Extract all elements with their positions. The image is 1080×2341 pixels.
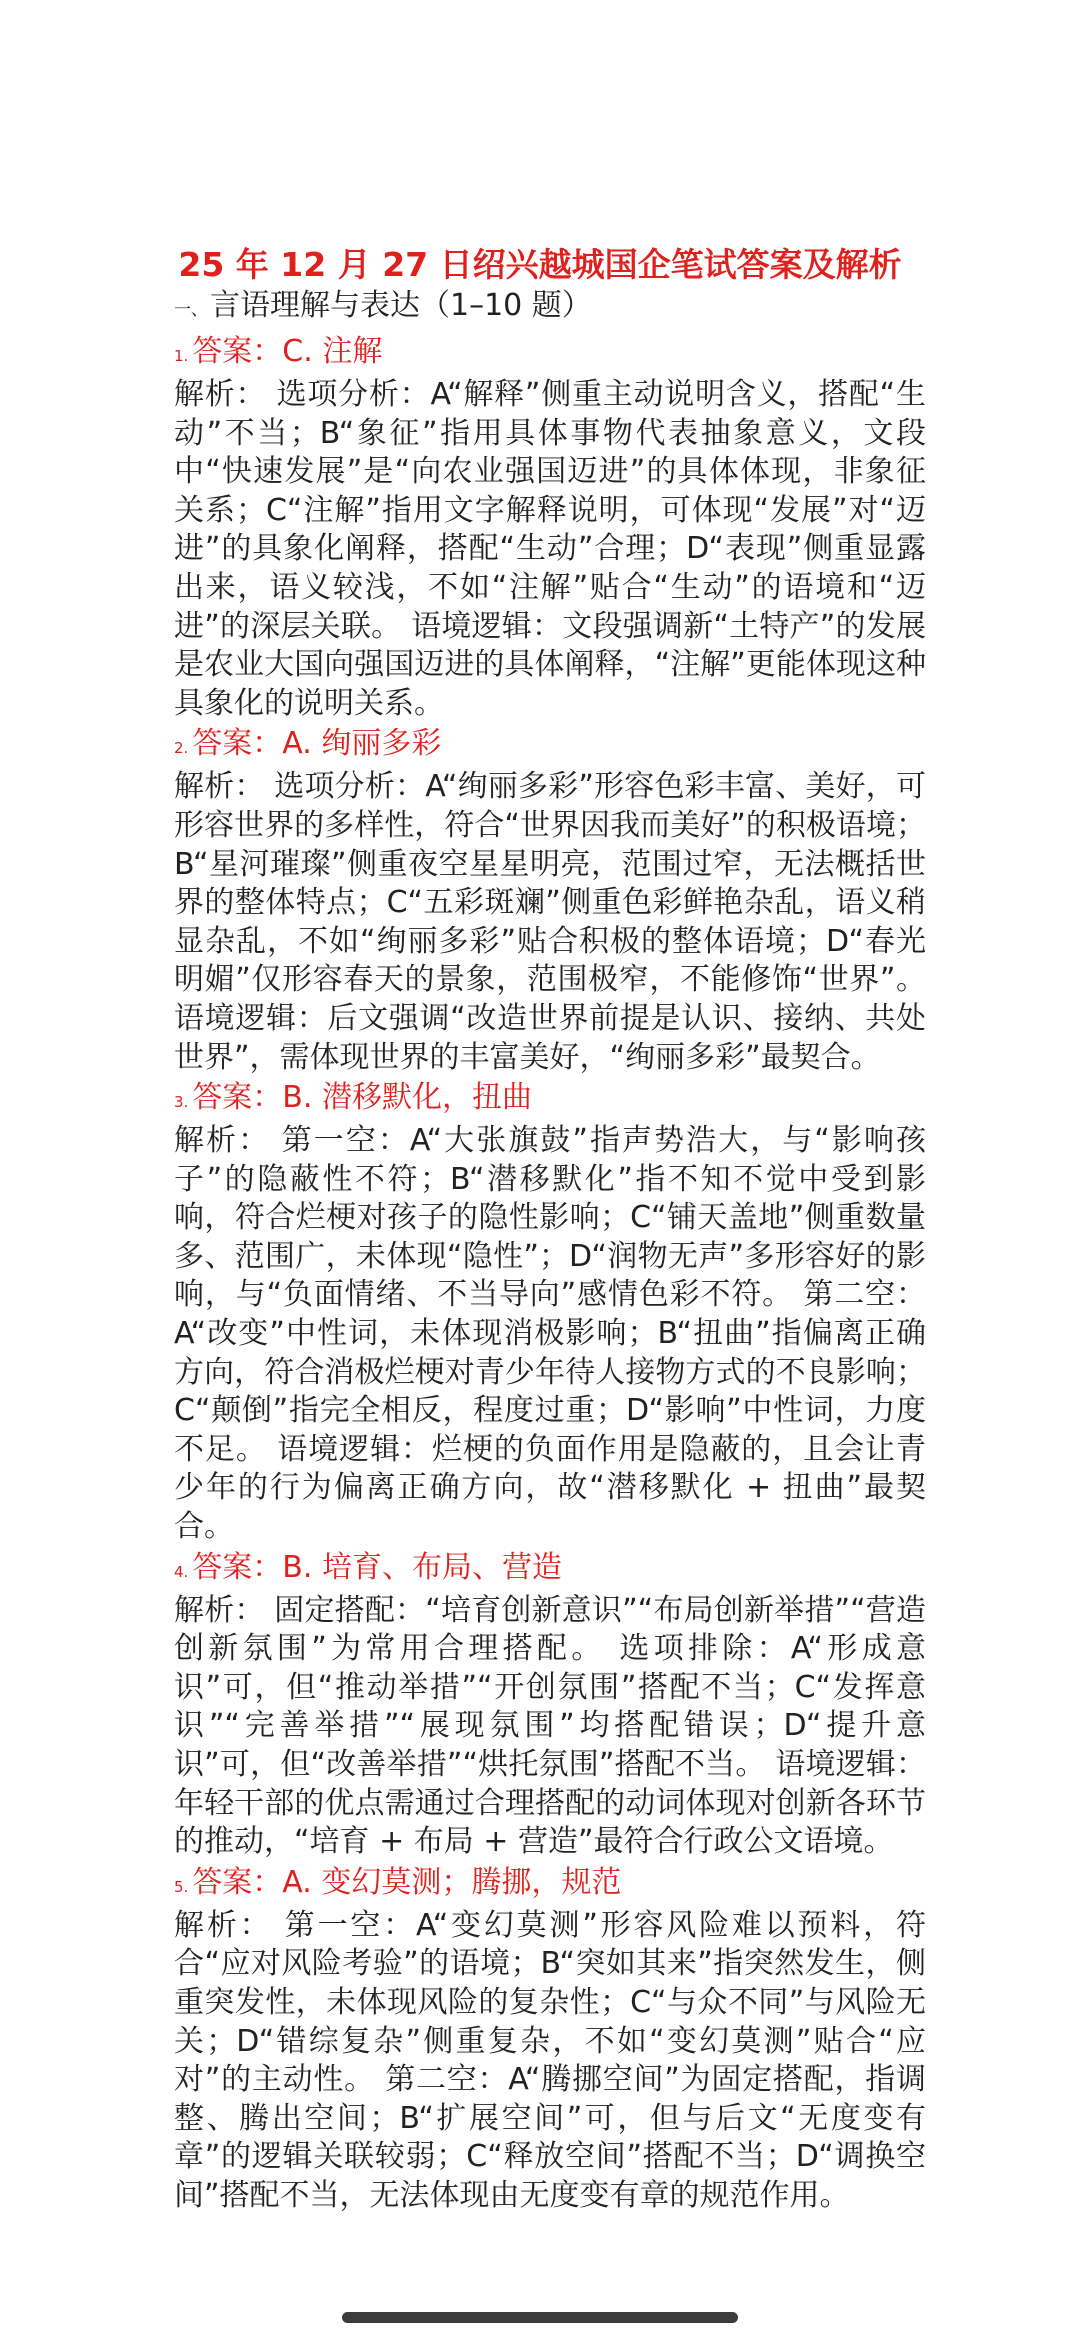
- question-5: [174, 1863, 926, 2216]
- question-4: [174, 1548, 926, 1862]
- section-title: 言语理解与表达（1–10 题）: [210, 288, 592, 323]
- answer-text: 答案：C. 注解: [192, 334, 383, 369]
- answer-text: 答案：A. 变幻莫测；腾挪，规范: [192, 1864, 622, 1900]
- home-indicator-bar[interactable]: [342, 2312, 738, 2323]
- question-number: 1.: [174, 347, 189, 365]
- answer-text: 答案：B. 培育、布局、营造: [192, 1549, 562, 1585]
- analysis-paragraph: 解析： 第一空：A“大张旗鼓”指声势浩大，与“影响孩子”的隐蔽性不符；B“潜移默化”指不知不觉中受到影响，符合烂梗对孩子的隐性影响；C“铺天盖地”侧重数量多、范围广，未体现“隐性”；D“润物无声”多形容好的影响，与“负面情绪、不当导向”感情色彩不符。 第二空：A“改变”中性词，未体现消极影响；B“扭曲”指偏离正确方向，符合消极烂梗对青少年待人接物方式的不良影响；C“颠倒”指完全相反，程度过重；D“影响”中性词，力度不足。 语境逻辑：烂梗的负面作用是隐蔽的，且会让青少年的行为偏离正确方向，故“潜移默化 + 扭曲”最契合。: [174, 1123, 926, 1545]
- question-number: 4.: [174, 1562, 189, 1581]
- answer-text: 答案：B. 潜移默化，扭曲: [192, 1080, 532, 1116]
- question-number: 2.: [174, 739, 189, 758]
- question-number: 5.: [174, 1877, 189, 1896]
- answer-line: [174, 1078, 926, 1122]
- answer-text: 答案：A. 绚丽多彩: [192, 726, 442, 762]
- analysis-paragraph: 解析： 选项分析：A“绚丽多彩”形容色彩丰富、美好，可形容世界的多样性，符合“世界因我而美好”的积极语境；B“星河璀璨”侧重夜空星星明亮，范围过窄，无法概括世界的整体特点；C“五彩斑斓”侧重色彩鲜艳杂乱，语义稍显杂乱，不如“绚丽多彩”贴合积极的整体语境；D“春光明媚”仅形容春天的景象，范围极窄，不能修饰“世界”。 语境逻辑：后文强调“改造世界前提是认识、接纳、共处世界”，需体现世界的丰富美好，“绚丽多彩”最契合。: [174, 769, 926, 1075]
- question-1: [174, 332, 926, 723]
- analysis-paragraph: 解析： 固定搭配：“培育创新意识”“布局创新举措”“营造创新氛围”为常用合理搭配。 选项排除：A“形成意识”可，但“推动举措”“开创氛围”搭配不当；C“发挥意识”“完善举措”“展现氛围”均搭配错误；D“提升意识”可，但“改善举措”“烘托氛围”搭配不当。 语境逻辑：年轻干部的优点需通过合理搭配的动词体现对创新各环节的推动，“培育 + 布局 + 营造”最符合行政公文语境。: [174, 1592, 926, 1860]
- answer-line: [174, 1863, 926, 1907]
- answer-line: [174, 724, 926, 768]
- section-number: 一、: [174, 300, 208, 320]
- answer-line: [174, 1548, 926, 1592]
- question-number: 3.: [174, 1093, 189, 1112]
- document-body: [174, 286, 926, 2216]
- question-2: [174, 724, 926, 1077]
- section-heading: [174, 286, 926, 330]
- analysis-paragraph: 解析： 第一空：A“变幻莫测”形容风险难以预料，符合“应对风险考验”的语境；B“突如其来”指突然发生，侧重突发性，未体现风险的复杂性；C“与众不同”与风险无关；D“错综复杂”侧重复杂，不如“变幻莫测”贴合“应对”的主动性。 第二空：A“腾挪空间”为固定搭配，指调整、腾出空间；B“扩展空间”可，但与后文“无度变有章”的逻辑关联较弱；C“释放空间”搭配不当；D“调换空间”搭配不当，无法体现由无度变有章的规范作用。: [174, 1907, 926, 2213]
- answer-line: [174, 332, 926, 376]
- question-3: [174, 1078, 926, 1547]
- document-title: 25 年 12 月 27 日绍兴越城国企笔试答案及解析: [178, 245, 902, 284]
- analysis-paragraph: 解析： 选项分析：A“解释”侧重主动说明含义，搭配“生动”不当；B“象征”指用具体事物代表抽象意义，文段中“快速发展”是“向农业强国迈进”的具体体现，非象征关系；C“注解”指用文字解释说明，可体现“发展”对“迈进”的具象化阐释，搭配“生动”合理；D“表现”侧重显露出来，语义较浅，不如“注解”贴合“生动”的语境和“迈进”的深层关联。 语境逻辑：文段强调新“土特产”的发展是农业大国向强国迈进的具体阐释，“注解”更能体现这种具象化的说明关系。: [174, 377, 926, 721]
